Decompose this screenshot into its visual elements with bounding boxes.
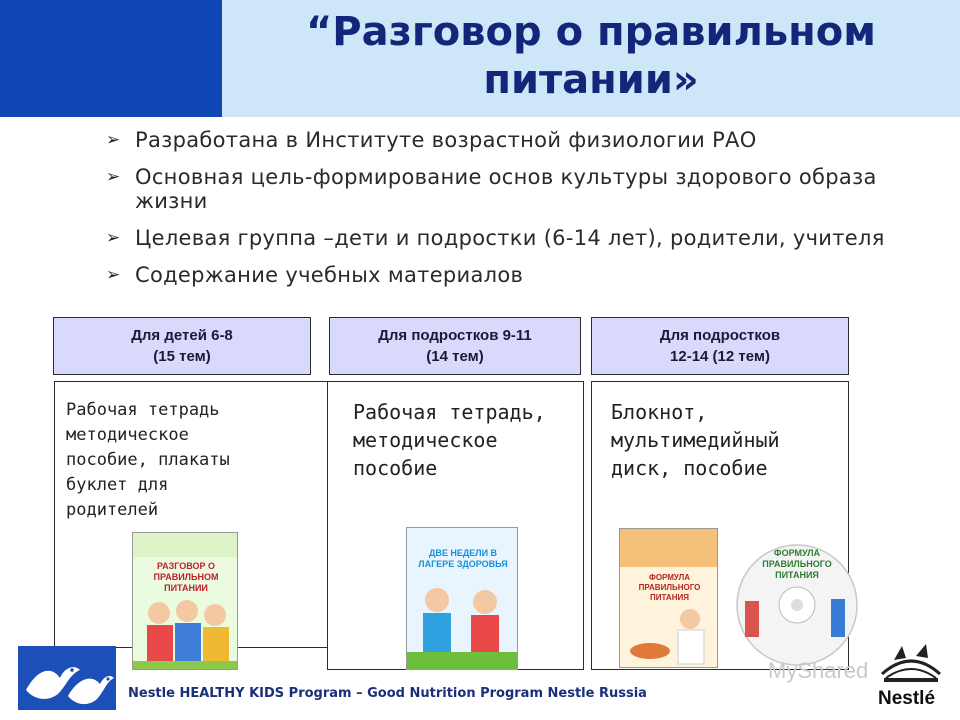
disc-title: ФОРМУЛА ПРАВИЛЬНОГО ПИТАНИЯ bbox=[762, 548, 832, 580]
materials-text bbox=[353, 398, 546, 482]
group-label: Для детей 6-8 bbox=[131, 327, 233, 344]
group-header-12-14 bbox=[591, 317, 849, 375]
bullet-text: Основная цель-формирование основ культуры здорового образа жизни bbox=[135, 165, 877, 213]
materials-line: пособие, плакаты bbox=[66, 450, 230, 470]
group-topics: (14 тем) bbox=[426, 348, 484, 365]
bullet-item bbox=[106, 263, 896, 287]
cover-band bbox=[620, 529, 717, 567]
materials-line: Рабочая тетрадь bbox=[66, 400, 220, 420]
healthy-kids-logo bbox=[18, 646, 116, 710]
bullet-item bbox=[106, 165, 896, 213]
book-cover-workbook-6-8 bbox=[132, 532, 238, 670]
book-title: ФОРМУЛА ПРАВИЛЬНОГО ПИТАНИЯ bbox=[638, 573, 701, 602]
group-topics: 12-14 (12 тем) bbox=[670, 348, 770, 365]
bullet-text: Разработана в Институте возрастной физиологии РАО bbox=[135, 128, 757, 152]
materials-line: пособие bbox=[353, 456, 438, 480]
group-label: Для подростков 9-11 bbox=[378, 327, 532, 344]
bullet-list bbox=[106, 128, 896, 300]
group-topics: (15 тем) bbox=[153, 348, 211, 365]
book-title: РАЗГОВОР О ПРАВИЛЬНОМ ПИТАНИИ bbox=[153, 561, 219, 593]
cover-band bbox=[133, 533, 237, 557]
materials-line: методическое bbox=[66, 425, 189, 445]
title-line-1: “Разговор о правильном bbox=[306, 9, 876, 55]
materials-line: диск, пособие bbox=[611, 456, 768, 480]
bullet-item bbox=[106, 226, 896, 250]
camp-illustration-icon bbox=[407, 580, 518, 670]
materials-line: методическое bbox=[353, 428, 498, 452]
cooking-illustration-icon bbox=[620, 603, 718, 667]
footer-program-text: Nestle HEALTHY KIDS Program – Good Nutrition Program Nestle Russia bbox=[128, 686, 647, 701]
bullet-text: Содержание учебных материалов bbox=[135, 263, 524, 287]
materials-text bbox=[611, 398, 780, 482]
materials-line: Блокнот, bbox=[611, 400, 708, 424]
header-accent-block bbox=[0, 0, 222, 117]
book-title: ДВЕ НЕДЕЛИ В ЛАГЕРЕ ЗДОРОВЬЯ bbox=[418, 548, 508, 569]
arrow-bullet-icon: ➢ bbox=[106, 130, 121, 150]
book-cover-formula-12-14 bbox=[619, 528, 718, 668]
materials-line: родителей bbox=[66, 500, 159, 520]
title-line-2: питании» bbox=[483, 57, 699, 103]
materials-line: Рабочая тетрадь, bbox=[353, 400, 546, 424]
bullet-text: Целевая группа –дети и подростки (6-14 лет), родители, учителя bbox=[135, 226, 885, 250]
group-label: Для подростков bbox=[659, 327, 781, 344]
materials-text bbox=[66, 398, 230, 523]
birds-logo-icon bbox=[18, 646, 116, 710]
bullet-item bbox=[106, 128, 896, 152]
page-title bbox=[222, 8, 960, 104]
arrow-bullet-icon: ➢ bbox=[106, 167, 121, 187]
book-cover-camp-9-11 bbox=[406, 527, 518, 670]
group-header-9-11 bbox=[329, 317, 581, 375]
materials-line: буклет для bbox=[66, 475, 169, 495]
nestle-nest-icon bbox=[876, 640, 946, 686]
arrow-bullet-icon: ➢ bbox=[106, 265, 121, 285]
arrow-bullet-icon: ➢ bbox=[106, 228, 121, 248]
group-header-6-8 bbox=[53, 317, 311, 375]
materials-line: мультимедийный bbox=[611, 428, 780, 452]
watermark: MyShared bbox=[768, 658, 869, 683]
children-illustration-icon bbox=[133, 591, 238, 670]
nestle-brand-wordmark: Nestlé bbox=[878, 688, 936, 709]
